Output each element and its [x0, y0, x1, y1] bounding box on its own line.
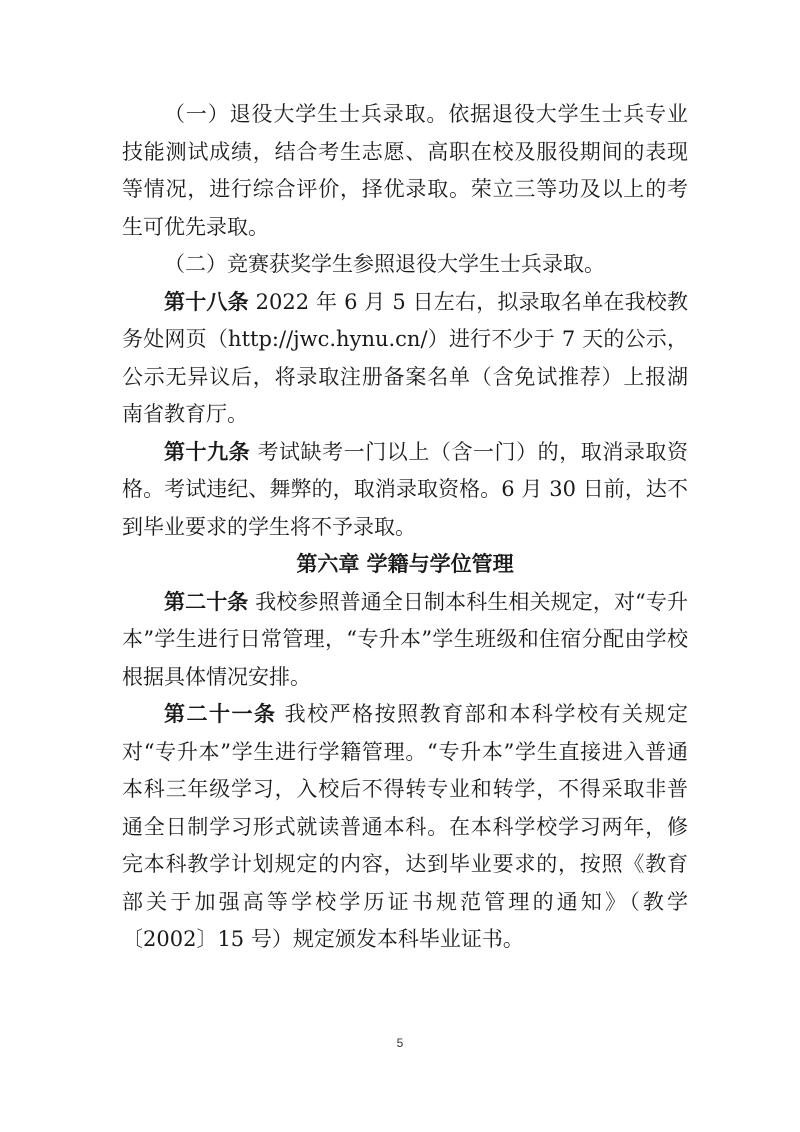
article-20-title: 第二十条 — [164, 589, 249, 614]
document-body — [122, 96, 688, 959]
article-19 — [122, 434, 688, 547]
article-21 — [122, 696, 688, 959]
article-20-body: 我校参照普通全日制本科生相关规定，对“专升本”学生进行日常管理，“专升本”学生班级和住宿分配由学校根据具体情况安排。 — [122, 589, 688, 689]
article-21-title: 第二十一条 — [164, 702, 277, 726]
article-20 — [122, 584, 688, 697]
article-18-body: 2022 年 6 月 5 日左右，拟录取名单在我校教务处网页（http://jwc.hynu.cn/）进行不少于 7 天的公示，公示无异议后，将录取注册备案名单（含免试推荐）上报湖南省教育厅。 — [122, 289, 688, 426]
article-18-title: 第十八条 — [164, 289, 249, 314]
article-18 — [122, 284, 688, 434]
article-21-body: 我校严格按照教育部和本科学校有关规定对“专升本”学生进行学籍管理。“专升本”学生直接进入普通本科三年级学习，入校后不得转专业和转学，不得采取非普通全日制学习形式就读普通本科。在本科学校学习两年，修完本科教学计划规定的内容，达到毕业要求的，按照《教育部关于加强高等学校学历证书规范管理的通知》（教学〔2002〕15 号）规定颁发本科毕业证书。 — [122, 702, 688, 951]
article-19-body: 考试缺考一门以上（含一门）的，取消录取资格。考试违纪、舞弊的，取消录取资格。6 月 30 日前，达不到毕业要求的学生将不予录取。 — [122, 439, 688, 539]
paragraph-competition-admission: （二）竞赛获奖学生参照退役大学生士兵录取。 — [164, 252, 605, 276]
paragraph-veteran-admission: （一）退役大学生士兵录取。依据退役大学生士兵专业技能测试成绩，结合考生志愿、高职在校及服役期间的表现等情况，进行综合评价，择优录取。荣立三等功及以上的考生可优先录取。 — [122, 102, 688, 239]
chapter-heading: 第六章 学籍与学位管理 — [296, 552, 514, 576]
article-19-title: 第十九条 — [164, 439, 251, 464]
page-number: 5 — [396, 1036, 404, 1050]
